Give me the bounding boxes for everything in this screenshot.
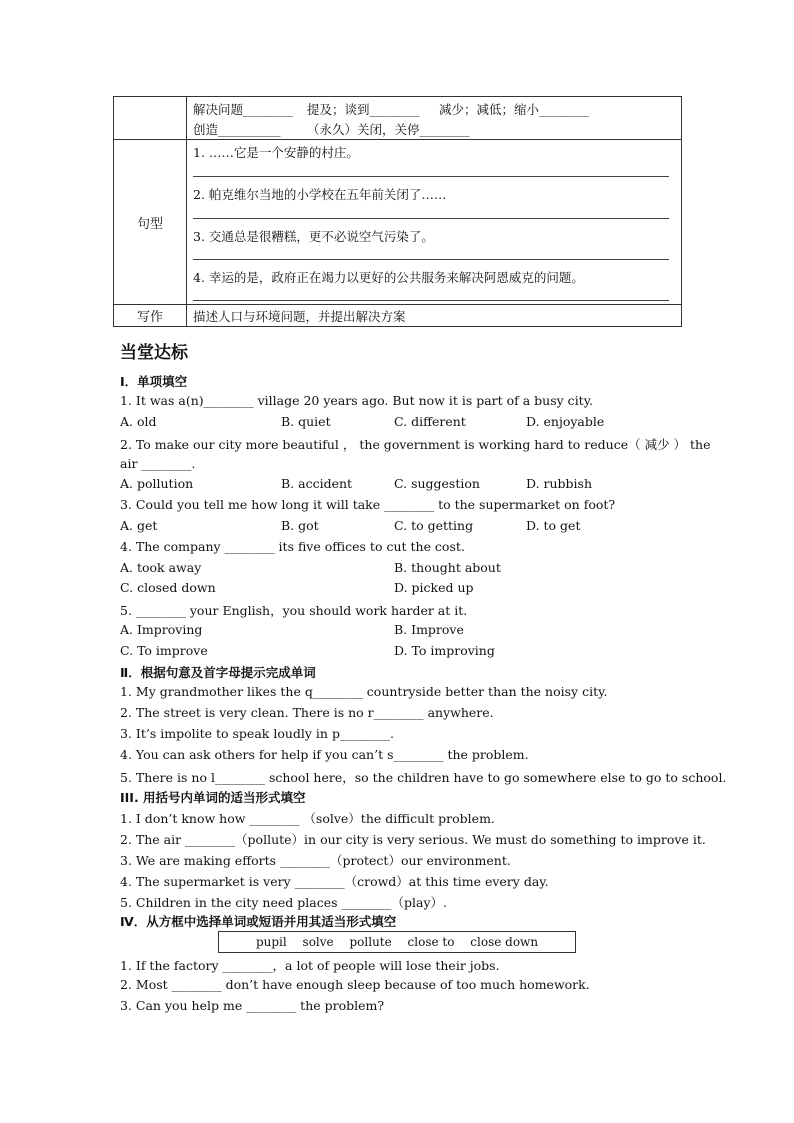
s1-question-2-line2: air ________.	[120, 456, 196, 471]
vocab-solve: 解决问题________	[193, 102, 294, 117]
s1-q2-option-c: C. suggestion	[394, 476, 480, 491]
vocab-cell	[187, 97, 682, 140]
s4-item-3: 3. Can you help me ________ the problem?	[120, 998, 385, 1013]
vocab-create: 创造__________	[193, 122, 281, 137]
sentence-4: 4. 幸运的是，政府正在竭力以更好的公共服务来解决阿恩威克的问题。	[193, 270, 584, 285]
word-close-to: close to	[407, 935, 455, 949]
s1-q5-option-c: C. To improve	[120, 643, 208, 658]
s1-q4-option-c: C. closed down	[120, 580, 216, 595]
s3-item-5: 5. Children in the city need places ________（play）.	[120, 895, 447, 910]
s3-item-1: 1. I don’t know how ________ （solve）the difficult problem.	[120, 811, 495, 826]
s4-item-1: 1. If the factory ________，a lot of people will lose their jobs.	[120, 958, 500, 973]
answer-line-1	[193, 176, 669, 177]
s1-question-1: 1. It was a(n)________ village 20 years ago. But now it is part of a busy city.	[120, 393, 594, 408]
writing-label: 写作	[114, 305, 187, 327]
sentence-1: 1. ……它是一个安静的村庄。	[193, 145, 359, 160]
s1-q2-option-a: A. pollution	[120, 476, 194, 491]
s2-item-4: 4. You can ask others for help if you can’t s________ the problem.	[120, 747, 529, 762]
s1-q1-option-a: A. old	[120, 414, 157, 429]
review-table	[113, 96, 682, 327]
word-pupil: pupil	[255, 935, 287, 949]
s2-item-3: 3. It’s impolite to speak loudly in p________.	[120, 726, 394, 741]
s1-question-2-line1: 2. To make our city more beautiful ， the government is working hard to reduce（ 减少 ） the	[120, 437, 711, 452]
s2-item-2: 2. The street is very clean. There is no r________ anywhere.	[120, 705, 494, 720]
s1-q2-option-b: B. accident	[281, 476, 353, 491]
s3-item-2: 2. The air ________（pollute）in our city is very serious. We must do something to improve it.	[120, 832, 706, 847]
section2-heading: Ⅱ．根据句意及首字母提示完成单词	[120, 665, 316, 680]
answer-line-4	[193, 300, 669, 301]
sentence-3: 3. 交通总是很糟糕，更不必说空气污染了。	[193, 229, 434, 244]
s1-q5-option-d: D. To improving	[394, 643, 495, 658]
answer-line-3	[193, 259, 669, 260]
vocab-mention: 提及；谈到________	[307, 102, 420, 117]
s1-question-5: 5. ________ your English，you should work harder at it.	[120, 603, 468, 618]
s1-q1-option-b: B. quiet	[281, 414, 331, 429]
s1-q3-option-c: C. to getting	[394, 518, 474, 533]
s2-item-5: 5. There is no l________ school here，so the children have to go somewhere else to go to school.	[120, 770, 727, 785]
s1-q2-option-d: D. rubbish	[526, 476, 593, 491]
s1-q5-option-b: B. Improve	[394, 622, 464, 637]
page-title: 当堂达标	[120, 343, 188, 363]
s1-q5-option-a: A. Improving	[120, 622, 203, 637]
sentence-2: 2. 帕克维尔当地的小学校在五年前关闭了……	[193, 187, 447, 202]
s4-item-2: 2. Most ________ don’t have enough sleep because of too much homework.	[120, 977, 590, 992]
word-close-down: close down	[470, 935, 539, 949]
vocab-close-down: （永久）关闭，关停________	[307, 122, 470, 137]
s1-q4-option-b: B. thought about	[394, 560, 501, 575]
word-solve: solve	[302, 935, 334, 949]
s1-q4-option-a: A. took away	[120, 560, 202, 575]
section4-heading: Ⅳ．从方框中选择单词或短语并用其适当形式填空	[120, 914, 397, 929]
sentences-cell	[187, 140, 682, 305]
s3-item-4: 4. The supermarket is very ________（crowd）at this time every day.	[120, 874, 549, 889]
sentences-label: 句型	[114, 140, 187, 305]
vocab-label-cell	[114, 97, 187, 140]
s1-q3-option-a: A. get	[120, 518, 158, 533]
s1-q3-option-d: D. to get	[526, 518, 581, 533]
s1-q3-option-b: B. got	[281, 518, 319, 533]
word-pollute: pollute	[349, 935, 392, 949]
section3-heading: III. 用括号内单词的适当形式填空	[120, 790, 306, 805]
s2-item-1: 1. My grandmother likes the q________ countryside better than the noisy city.	[120, 684, 608, 699]
vocab-reduce: 减少；减低；缩小________	[439, 102, 590, 117]
word-box	[218, 931, 576, 953]
s1-q1-option-d: D. enjoyable	[526, 414, 605, 429]
s1-question-3: 3. Could you tell me how long it will take ________ to the supermarket on foot?	[120, 497, 616, 512]
s1-q4-option-d: D. picked up	[394, 580, 474, 595]
section1-heading: Ⅰ．单项填空	[120, 374, 188, 389]
s1-question-4: 4. The company ________ its five offices to cut the cost.	[120, 539, 465, 554]
writing-task: 描述人口与环境问题，并提出解决方案	[193, 309, 406, 324]
s1-q1-option-c: C. different	[394, 414, 466, 429]
s3-item-3: 3. We are making efforts ________（protect）our environment.	[120, 853, 511, 868]
answer-line-2	[193, 218, 669, 219]
writing-cell	[187, 305, 682, 327]
